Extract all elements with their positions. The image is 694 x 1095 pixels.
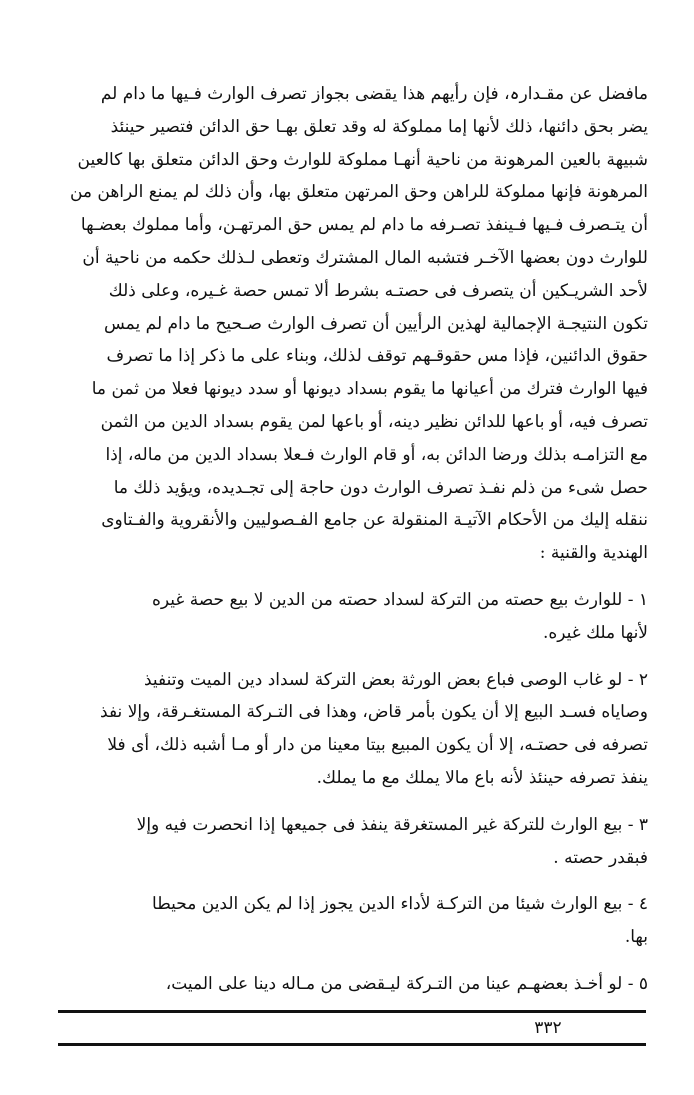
paragraph-gap xyxy=(52,650,648,664)
paragraph-item-2 xyxy=(52,664,648,795)
text-line: ٣ - بيع الوارث للتركة غير المستغرقة ينفذ فى جميعها إذا انحصرت فيه وإلا xyxy=(136,814,648,835)
text-line: للوارث دون بعضها الآخـر فتشبه المال المشترك وتعطى لـذلك حكمه من ناحية أن xyxy=(82,247,648,268)
body-text xyxy=(52,78,648,1001)
paragraph-intro xyxy=(52,78,648,570)
text-line: فبقدر حصته . xyxy=(553,847,648,868)
paragraph-item-5 xyxy=(52,968,648,1001)
paragraph-gap xyxy=(52,874,648,888)
text-line: ينفذ تصرفه حينئذ لأنه باع مالا يملك مع ما يملك. xyxy=(316,767,648,788)
text-line: فيها الوارث فترك من أعيانها ما يقوم بسداد ديونها أو سدد ديونها فعلا من ثمن ما xyxy=(91,379,648,400)
paragraph-item-3 xyxy=(52,809,648,875)
text-line: يضر بحق دائنها، ذلك لأنها إما مملوكة له وقد تعلق بهـا حق الدائن فتصير حينئذ xyxy=(110,116,648,137)
paragraph-item-1 xyxy=(52,584,648,650)
text-line: تصرفه فى حصتـه، إلا أن يكون المبيع بيتا معينا من دار أو مـا أشبه ذلك، أى فلا xyxy=(107,735,648,756)
text-line: وصاياه فسـد البيع إلا أن يكون بأمر قاض، وهذا فى التـركة المستغـرقة، وإلا نفذ xyxy=(100,702,648,723)
text-line: شبيهة بالعين المرهونة من ناحية أنهـا مملوكة للوارث وحق الدائن متعلق بها كالعين xyxy=(77,149,648,170)
text-line: بها. xyxy=(624,927,648,948)
paragraph-gap xyxy=(52,570,648,584)
text-line: ٤ - بيع الوارث شيئا من التركـة لأداء الدين يجوز إذا لم يكن الدين محيطا xyxy=(152,894,648,915)
text-line: تكون النتيجـة الإجمالية لهذين الرأيين أن تصرف الوارث صـحيح ما دام لم يمس xyxy=(104,313,648,334)
text-line: ٥ - لو أخـذ بعضهـم عينا من التـركة ليـقضى من مـاله دينا على الميت، xyxy=(165,973,648,994)
text-line: ١ - للوارث بيع حصته من التركة لسداد حصته من الدين لا بيع حصة غيره xyxy=(151,589,648,610)
text-line: حقوق الدائنين، فإذا مس حقوقـهم توقف لذلك، وبناء على ما ذكر إذا ما تصرف xyxy=(106,346,648,367)
text-line: أن يتـصرف فـيها فـينفذ تصـرفه ما دام لم يمس حق المرتهـن، وأما مملوك بعضـها xyxy=(80,215,648,236)
paragraph-gap xyxy=(52,954,648,968)
text-line: الهندية والقنية : xyxy=(539,543,648,564)
text-line: حصل شىء من ذلم نفـذ تصرف الوارث دون حاجة إلى تجـديده، ويؤيد ذلك ما xyxy=(113,477,648,498)
text-line: لأحد الشريـكين أن يتصرف فى حصتـه بشرط ألا تمس حصة غـيره، وعلى ذلك xyxy=(108,280,648,301)
text-line: المرهونة فإنها مملوكة للراهن وحق المرتهن متعلق بها، وأن ذلك لم يمنع الراهن من xyxy=(69,182,648,203)
text-line: ننقله إليك من الأحكام الآتيـة المنقولة عن جامع الفـصوليين والأنقروية والفـتاوى xyxy=(101,510,648,531)
footer-rule-bottom xyxy=(58,1043,646,1046)
text-line: مع التزامـه بذلك ورضا الدائن به، أو قام الوارث فـعلا بسداد الدين من ماله، إذا xyxy=(105,444,648,465)
text-line: لأنها ملك غيره. xyxy=(542,622,648,643)
paragraph-gap xyxy=(52,795,648,809)
page-number: ٣٣٢ xyxy=(534,1018,562,1038)
paragraph-item-4 xyxy=(52,888,648,954)
text-line: تصرف فيه، أو باعها للدائن نظير دينه، أو باعها لمن يقوم بسداد الدين من الثمن xyxy=(100,411,648,432)
text-line: ٢ - لو غاب الوصى فباع بعض الورثة بعض التركة لسداد دين الميت وتنفيذ xyxy=(144,669,648,690)
text-line: مافضل عن مقـدارہ، فإن رأيهم هذا يقضى بجواز تصرف الوارث فـيها ما دام لم xyxy=(100,84,648,104)
footer-rule-top xyxy=(58,1010,646,1013)
